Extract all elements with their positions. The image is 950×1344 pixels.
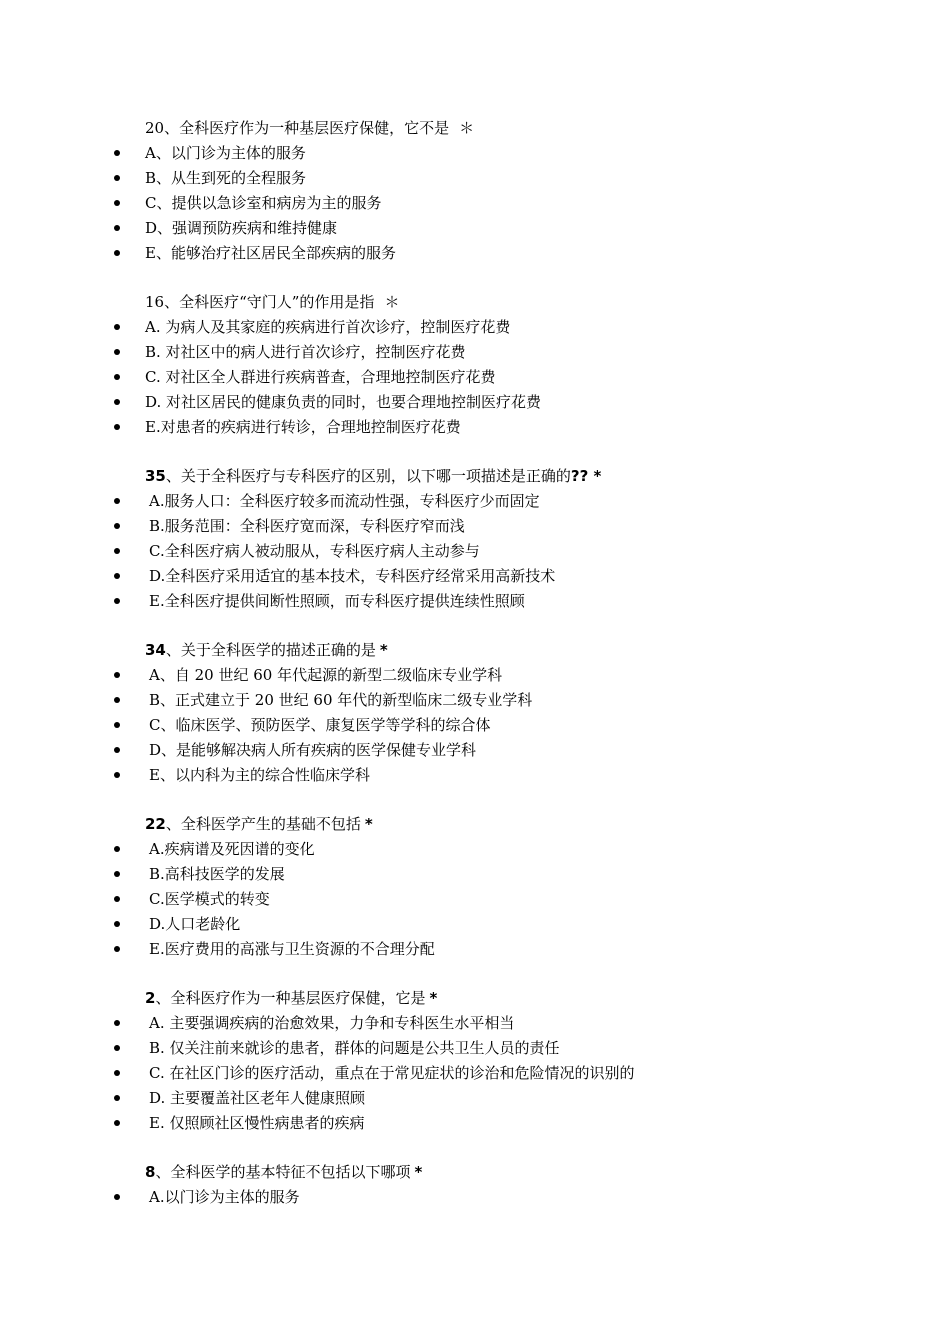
option-e bbox=[0, 415, 950, 439]
question-text: 、全科医疗“守门人”的作用是指 bbox=[164, 293, 375, 311]
question-title bbox=[145, 1160, 422, 1184]
option-text: C.全科医疗病人被动服从，专科医疗病人主动参与 bbox=[149, 542, 480, 560]
option-e bbox=[0, 1111, 950, 1135]
option-b bbox=[0, 166, 950, 190]
option-text: C. 在社区门诊的医疗活动，重点在于常见症状的诊治和危险情况的识别的 bbox=[149, 1064, 635, 1082]
question-number: 35 bbox=[145, 467, 166, 485]
option-d bbox=[0, 216, 950, 240]
option-c bbox=[0, 365, 950, 389]
option-e bbox=[0, 241, 950, 265]
option-d bbox=[0, 912, 950, 936]
bullet-icon bbox=[114, 946, 120, 952]
bullet-icon bbox=[114, 374, 120, 380]
bullet-icon bbox=[114, 548, 120, 554]
option-text: D. 对社区居民的健康负责的同时，也要合理地控制医疗花费 bbox=[145, 393, 542, 411]
question-title bbox=[145, 116, 474, 140]
option-text: B. 对社区中的病人进行首次诊疗，控制医疗花费 bbox=[145, 343, 466, 361]
question-number: 22 bbox=[145, 815, 166, 833]
question-number: 34 bbox=[145, 641, 166, 659]
bullet-icon bbox=[114, 399, 120, 405]
question-text: 、全科医学的基本特征不包括以下哪项 bbox=[155, 1163, 411, 1181]
required-star: * bbox=[429, 989, 438, 1007]
bullet-icon bbox=[114, 871, 120, 877]
bullet-icon bbox=[114, 1070, 120, 1076]
option-text: E、能够治疗社区居民全部疾病的服务 bbox=[145, 244, 396, 262]
option-d bbox=[0, 738, 950, 762]
option-c bbox=[0, 713, 950, 737]
bullet-icon bbox=[114, 747, 120, 753]
option-d bbox=[0, 1086, 950, 1110]
question-text: 、全科医学产生的基础不包括 bbox=[165, 815, 361, 833]
option-a bbox=[0, 837, 950, 861]
bullet-icon bbox=[114, 672, 120, 678]
option-b bbox=[0, 688, 950, 712]
option-text: A、以门诊为主体的服务 bbox=[145, 144, 306, 162]
option-d bbox=[0, 564, 950, 588]
bullet-icon bbox=[114, 324, 120, 330]
option-text: E.对患者的疾病进行转诊，合理地控制医疗花费 bbox=[145, 418, 461, 436]
bullet-icon bbox=[114, 921, 120, 927]
option-text: A. 为病人及其家庭的疾病进行首次诊疗，控制医疗花费 bbox=[145, 318, 511, 336]
bullet-icon bbox=[114, 573, 120, 579]
bullet-icon bbox=[114, 598, 120, 604]
option-d bbox=[0, 390, 950, 414]
option-a bbox=[0, 141, 950, 165]
question-text: 、关于全科医学的描述正确的是 bbox=[165, 641, 376, 659]
option-c bbox=[0, 191, 950, 215]
option-text: A.以门诊为主体的服务 bbox=[149, 1188, 300, 1206]
option-b bbox=[0, 340, 950, 364]
option-text: E.全科医疗提供间断性照顾，而专科医疗提供连续性照顾 bbox=[149, 592, 525, 610]
option-a bbox=[0, 1011, 950, 1035]
option-e bbox=[0, 937, 950, 961]
option-b bbox=[0, 1036, 950, 1060]
option-text: C. 对社区全人群进行疾病普查，合理地控制医疗花费 bbox=[145, 368, 496, 386]
question-title bbox=[145, 986, 437, 1010]
option-text: E.医疗费用的高涨与卫生资源的不合理分配 bbox=[149, 940, 435, 958]
option-c bbox=[0, 887, 950, 911]
question-text: 、关于全科医疗与专科医疗的区别，以下哪一项描述是正确的 bbox=[165, 467, 571, 485]
option-e bbox=[0, 763, 950, 787]
option-text: D、强调预防疾病和维持健康 bbox=[145, 219, 338, 237]
option-text: E、以内科为主的综合性临床学科 bbox=[149, 766, 370, 784]
bullet-icon bbox=[114, 722, 120, 728]
option-text: C、临床医学、预防医学、康复医学等学科的综合体 bbox=[149, 716, 491, 734]
option-text: A. 主要强调疾病的治愈效果，力争和专科医生水平相当 bbox=[149, 1014, 515, 1032]
option-b bbox=[0, 514, 950, 538]
option-text: B.服务范围：全科医疗宽而深，专科医疗窄而浅 bbox=[149, 517, 465, 535]
option-text: D. 主要覆盖社区老年人健康照顾 bbox=[149, 1089, 366, 1107]
option-c bbox=[0, 539, 950, 563]
option-text: A.服务人口：全科医疗较多而流动性强，专科医疗少而固定 bbox=[149, 492, 540, 510]
required-star: ＊ bbox=[459, 119, 475, 137]
required-star: * bbox=[379, 641, 388, 659]
bullet-icon bbox=[114, 424, 120, 430]
bullet-icon bbox=[114, 1095, 120, 1101]
bullet-icon bbox=[114, 250, 120, 256]
bullet-icon bbox=[114, 1120, 120, 1126]
question-text: 、全科医疗作为一种基层医疗保健，它不是 bbox=[164, 119, 450, 137]
question-number: 20 bbox=[145, 119, 165, 137]
bullet-icon bbox=[114, 1045, 120, 1051]
bullet-icon bbox=[114, 772, 120, 778]
required-star: ?? * bbox=[570, 467, 602, 485]
option-text: A、自 20 世纪 60 年代起源的新型二级临床专业学科 bbox=[149, 666, 503, 684]
bullet-icon bbox=[114, 349, 120, 355]
option-text: B、正式建立于 20 世纪 60 年代的新型临床二级专业学科 bbox=[149, 691, 533, 709]
bullet-icon bbox=[114, 523, 120, 529]
required-star: * bbox=[414, 1163, 423, 1181]
option-a bbox=[0, 315, 950, 339]
question-text: 、全科医疗作为一种基层医疗保健，它是 bbox=[155, 989, 426, 1007]
question-title bbox=[145, 290, 399, 314]
required-star: ＊ bbox=[384, 293, 400, 311]
question-title bbox=[145, 464, 601, 488]
option-text: C、提供以急诊室和病房为主的服务 bbox=[145, 194, 382, 212]
option-text: B、从生到死的全程服务 bbox=[145, 169, 307, 187]
option-e bbox=[0, 589, 950, 613]
bullet-icon bbox=[114, 200, 120, 206]
bullet-icon bbox=[114, 846, 120, 852]
question-number: 16 bbox=[145, 293, 165, 311]
bullet-icon bbox=[114, 697, 120, 703]
option-a bbox=[0, 663, 950, 687]
option-text: B.高科技医学的发展 bbox=[149, 865, 285, 883]
option-text: E. 仅照顾社区慢性病患者的疾病 bbox=[149, 1114, 365, 1132]
option-c bbox=[0, 1061, 950, 1085]
required-star: * bbox=[364, 815, 373, 833]
option-text: B. 仅关注前来就诊的患者，群体的问题是公共卫生人员的责任 bbox=[149, 1039, 560, 1057]
option-b bbox=[0, 862, 950, 886]
option-text: D.人口老龄化 bbox=[149, 915, 241, 933]
bullet-icon bbox=[114, 175, 120, 181]
option-a bbox=[0, 1185, 950, 1209]
bullet-icon bbox=[114, 896, 120, 902]
question-number: 2 bbox=[145, 989, 156, 1007]
option-a bbox=[0, 489, 950, 513]
option-text: A.疾病谱及死因谱的变化 bbox=[149, 840, 315, 858]
bullet-icon bbox=[114, 1194, 120, 1200]
option-text: D.全科医疗采用适宜的基本技术，专科医疗经常采用高新技术 bbox=[149, 567, 556, 585]
question-number: 8 bbox=[145, 1163, 156, 1181]
option-text: C.医学模式的转变 bbox=[149, 890, 270, 908]
question-title bbox=[145, 812, 373, 836]
bullet-icon bbox=[114, 225, 120, 231]
bullet-icon bbox=[114, 498, 120, 504]
question-title bbox=[145, 638, 388, 662]
option-text: D、是能够解决病人所有疾病的医学保健专业学科 bbox=[149, 741, 477, 759]
bullet-icon bbox=[114, 150, 120, 156]
bullet-icon bbox=[114, 1020, 120, 1026]
